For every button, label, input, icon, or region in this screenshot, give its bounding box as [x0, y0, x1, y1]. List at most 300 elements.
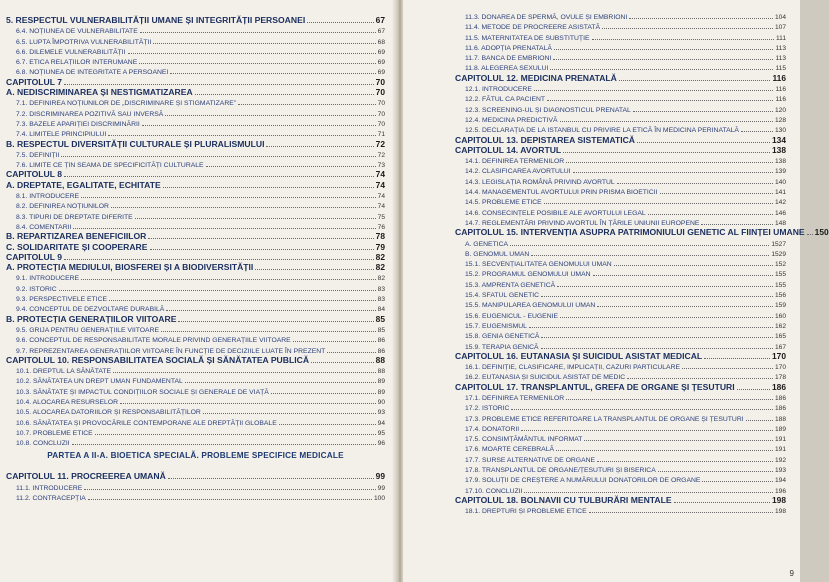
toc-dot-leader [238, 96, 376, 105]
toc-dot-leader [597, 298, 773, 307]
toc-entry-title: CAPITOLUL 7 [6, 76, 63, 87]
toc-section-entry [455, 391, 786, 401]
toc-dot-leader [807, 226, 813, 235]
toc-page-number: 84 [377, 306, 385, 314]
toc-dot-leader [72, 436, 376, 445]
toc-page-number: 67 [377, 28, 385, 36]
toc-entry-title: B. PROTECȚIA GENERAȚIILOR VIITOARE [6, 313, 177, 324]
toc-entry-title: 16.2. EUTANASIA ȘI SUICIDUL ASISTAT DE MEDIC [465, 374, 626, 382]
toc-section-entry [455, 82, 786, 92]
toc-entry-title: 10.2. SĂNĂTATEA UN DREPT UMAN FUNDAMENTAL [16, 378, 183, 386]
toc-dot-leader [563, 144, 770, 153]
toc-page-number: 148 [774, 219, 786, 227]
toc-dot-leader [554, 41, 774, 50]
toc-dot-leader [544, 195, 773, 204]
toc-chapter-entry [455, 494, 786, 504]
toc-page-number: 116 [772, 72, 786, 83]
toc-page-number: 186 [774, 394, 786, 402]
toc-entry-title: 14.4. MANAGEMENTUL AVORTULUI PRIN PRISMA BIOETICII [465, 189, 658, 197]
toc-dot-leader [148, 230, 373, 239]
toc-dot-leader [195, 86, 374, 95]
toc-section-entry [6, 96, 385, 106]
toc-dot-leader [511, 401, 773, 410]
toc-dot-leader [142, 117, 376, 126]
toc-entry-title: 6.4. NOȚIUNEA DE VULNERABILITATE [16, 28, 138, 36]
toc-entry-title: 7.2. DISCRIMINAREA POZITIVĂ SAU INVERSĂ [16, 110, 164, 118]
toc-entry-title: 10.8. CONCLUZII [16, 440, 70, 448]
toc-entry-title: 10.1. DREPTUL LA SĂNĂTATE [16, 368, 112, 376]
toc-entry-title: 11.1. INTRODUCERE [16, 484, 83, 492]
toc-page-number: 165 [774, 333, 786, 341]
toc-entry-title: 6.8. NOȚIUNEA DE INTEGRITATE A PERSOANEI [16, 69, 169, 77]
toc-dot-leader [206, 158, 376, 167]
toc-page-number: 170 [772, 350, 786, 361]
toc-entry-title: 7.3. BAZELE APARIȚIEI DISCRIMINĂRII [16, 120, 140, 128]
toc-section-entry [455, 10, 786, 20]
toc-dot-leader [629, 10, 773, 19]
toc-entry-title: 12.4. MEDICINA PREDICTIVĂ [465, 116, 558, 124]
toc-chapter-entry [6, 470, 385, 480]
toc-entry-title: 15.9. TERAPIA GENICĂ [465, 343, 539, 351]
toc-page-number: 90 [377, 398, 385, 406]
toc-page-number: 111 [775, 34, 786, 42]
toc-page-number: 85 [375, 313, 385, 324]
toc-dot-leader [128, 45, 376, 54]
toc-section-entry [6, 189, 385, 199]
toc-entry-title: 8.2. DEFINIREA NOȚIUNILOR [16, 203, 109, 211]
toc-page-number: 69 [377, 48, 385, 56]
toc-page-number: 67 [375, 15, 385, 25]
toc-dot-leader [140, 24, 376, 33]
toc-entry-title: 15.5. MANIPULAREA GENOMULUI UMAN [465, 302, 596, 310]
toc-entry-title: 7.6. LIMITE CE ȚIN SEAMA DE SPECIFICITĂȚI CULTURALE [16, 162, 204, 170]
toc-entry-title: 9.3. PERSPECTIVELE ETICE [16, 296, 108, 304]
toc-entry-title: A. PROTECȚIA MEDIULUI, BIOSFEREI ȘI A BIODIVERSITĂȚII [6, 262, 254, 273]
toc-page-number: 139 [774, 168, 786, 176]
toc-entry-title: 17.4. DONATORII [465, 425, 520, 433]
toc-entry-title: 14.7. REGLEMENTĂRI PRIVIND AVORTUL ÎN ȚĂRILE UNIUNII EUROPENE [465, 219, 700, 227]
toc-dot-leader [737, 381, 770, 390]
toc-section-entry [6, 364, 385, 374]
toc-list-right [455, 10, 829, 516]
toc-page-number: 72 [375, 138, 385, 149]
toc-entry-title: 7.1. DEFINIREA NOȚIUNILOR DE „DISCRIMINARE ȘI STIGMATIZARE” [16, 100, 237, 108]
toc-entry-title: 11.7. BANCA DE EMBRIONI [465, 55, 552, 63]
toc-page-number: 196 [774, 487, 786, 495]
toc-entry-title: 17.6. MOARTE CEREBRALĂ [465, 446, 555, 454]
toc-dot-leader [573, 164, 773, 173]
toc-entry-title: 17.9. SOLUȚII DE CREȘTERE A NUMĂRULUI DONATORILOR DE ORGANE [465, 477, 701, 485]
toc-page-number: 120 [774, 106, 786, 114]
toc-dot-leader [553, 51, 773, 60]
toc-dot-leader [150, 241, 374, 250]
toc-dot-leader [701, 216, 773, 225]
toc-page-number: 191 [774, 436, 786, 444]
toc-entry-title: 9.1. INTRODUCERE [16, 275, 80, 283]
toc-dot-leader [81, 189, 376, 198]
page-number: 9 [789, 569, 794, 578]
toc-entry-title: 17.8. TRANSPLANTUL DE ORGANE/ȚESUTURI ȘI BISERICA [465, 467, 656, 475]
toc-entry-title: 5. RESPECTUL VULNERABILITĂȚII UMANE ȘI INTEGRITĂȚII PERSOANEI [6, 15, 306, 25]
toc-entry-title: A. DREPTATE, EGALITATE, ECHITATE [6, 179, 161, 190]
toc-page-number: 192 [774, 456, 786, 464]
toc-dot-leader [556, 442, 773, 451]
toc-section-entry [6, 481, 385, 491]
toc-list-left-top [6, 14, 385, 446]
toc-entry-title: B. REPARTIZAREA BENEFICIILOR [6, 231, 147, 242]
toc-page-number: 99 [377, 484, 385, 492]
toc-dot-leader [153, 35, 375, 44]
toc-entry-title: CAPITOLUL 15. INTERVENȚIA ASUPRA PATRIMONIULUI GENETIC AL FIINȚEI UMANE [455, 227, 805, 238]
toc-entry-title: 12.2. FĂTUL CA PACIENT [465, 96, 546, 104]
toc-page-number: 170 [774, 364, 786, 372]
toc-page-number: 88 [377, 368, 385, 376]
toc-entry-title: 10.4. ALOCAREA RESURSELOR [16, 398, 118, 406]
toc-dot-leader [702, 473, 773, 482]
toc-dot-leader [170, 65, 375, 74]
toc-dot-leader [165, 107, 375, 116]
toc-page-number: 198 [774, 508, 786, 516]
toc-page-number: 138 [772, 144, 786, 155]
toc-page-number: 82 [377, 275, 385, 283]
toc-dot-leader [602, 20, 773, 29]
toc-entry-title: CAPITOLUL 13. DEPISTAREA SISTEMATICĂ [455, 134, 636, 145]
toc-page-number: 70 [377, 110, 385, 118]
toc-entry-title: 11.4. METODE DE PROCREERE ASISTATĂ [465, 24, 601, 32]
toc-section-entry [6, 271, 385, 281]
toc-dot-leader [541, 288, 773, 297]
toc-entry-title: 8.4. COMENTARII [16, 223, 72, 231]
toc-chapter-entry [455, 381, 786, 391]
toc-page-number: 178 [774, 374, 786, 382]
toc-dot-leader [307, 14, 373, 23]
toc-section-entry [6, 292, 385, 302]
toc-dot-leader [109, 292, 376, 301]
toc-page-number: 74 [377, 193, 385, 201]
toc-dot-leader [64, 251, 374, 260]
toc-dot-leader [682, 360, 773, 369]
toc-dot-leader [521, 422, 773, 431]
toc-entry-title: CAPITOLUL 12. MEDICINA PRENATALĂ [455, 72, 617, 83]
toc-dot-leader [108, 127, 375, 136]
toc-dot-leader [560, 309, 773, 318]
toc-dot-leader [120, 395, 376, 404]
toc-entry-title: CAPITOLUL 14. AVORTUL [455, 144, 562, 155]
toc-entry-title: 10.7. PROBLEME ETICE [16, 429, 93, 437]
toc-entry-title: 14.2. CLASIFICAREA AVORTULUI [465, 168, 571, 176]
toc-dot-leader [168, 470, 374, 479]
toc-page-number: 83 [377, 296, 385, 304]
toc-dot-leader [81, 271, 376, 280]
toc-dot-leader [163, 179, 374, 188]
toc-page-number: 141 [774, 189, 786, 197]
toc-chapter-entry [6, 241, 385, 251]
toc-dot-leader [139, 55, 375, 64]
toc-page-number: 156 [774, 292, 786, 300]
toc-dot-leader [64, 76, 374, 85]
toc-section-entry [6, 158, 385, 168]
toc-entry-title: 17.3. PROBLEME ETICE REFERITOARE LA TRANSPLANTUL DE ORGANE ȘI ȚESUTURI [465, 415, 744, 423]
toc-chapter-entry [6, 86, 385, 96]
toc-page-number: 95 [377, 429, 385, 437]
toc-entry-title: 17.7. SURSE ALTERNATIVE DE ORGANE [465, 456, 596, 464]
toc-entry-title: 17.1. DEFINIREA TERMENILOR [465, 394, 565, 402]
toc-entry-title: CAPITOLUL 18. BOLNAVII CU TULBURĂRI MENTALE [455, 494, 672, 505]
toc-entry-title: 9.4. CONCEPTUL DE DEZVOLTARE DURABILĂ [16, 306, 165, 314]
toc-dot-leader [741, 123, 773, 132]
toc-dot-leader [560, 113, 773, 122]
toc-entry-title: A. GENETICA [465, 240, 509, 248]
toc-page-number: 99 [375, 471, 385, 482]
toc-dot-leader [592, 31, 774, 40]
toc-chapter-entry [455, 144, 786, 154]
toc-entry-title: 18.1. DREPTURI ȘI PROBLEME ETICE [465, 508, 587, 516]
toc-dot-leader [614, 257, 773, 266]
toc-page-number: 140 [774, 178, 786, 186]
toc-page-number: 96 [377, 440, 385, 448]
toc-entry-title: 14.6. CONSECINȚELE POSIBILE ALE AVORTULUI LEGAL [465, 209, 646, 217]
toc-dot-leader [704, 350, 770, 359]
toc-entry-title: 15.1. SECVENȚIALITATEA GENOMULUI UMAN [465, 261, 612, 269]
toc-page-number: 73 [377, 162, 385, 170]
toc-dot-leader [619, 72, 771, 81]
toc-page-number: 78 [375, 231, 385, 242]
toc-entry-title: 7.5. DEFINIȚII [16, 151, 60, 159]
toc-dot-leader [293, 333, 376, 342]
toc-page-number: 74 [377, 203, 385, 211]
toc-dot-leader [541, 329, 773, 338]
toc-page-number: 74 [375, 179, 385, 190]
toc-entry-title: CAPITOLUL 9 [6, 251, 63, 262]
toc-page-number: 191 [774, 446, 786, 454]
toc-page-number: 72 [377, 151, 385, 159]
toc-dot-leader [593, 267, 773, 276]
toc-page-number: 107 [774, 24, 786, 32]
toc-page-number: 146 [774, 209, 786, 217]
toc-entry-title: 14.1. DEFINIREA TERMENILOR [465, 158, 565, 166]
toc-page-number: 82 [375, 251, 385, 262]
toc-dot-leader [637, 134, 770, 143]
toc-dot-leader [566, 154, 773, 163]
toc-dot-leader [510, 237, 769, 246]
toc-entry-title: 15.7. EUGENISMUL [465, 322, 527, 330]
toc-entry-title: 15.2. PROGRAMUL GENOMULUI UMAN [465, 271, 591, 279]
toc-chapter-entry [6, 251, 385, 261]
toc-entry-title: 15.4. SFATUL GENETIC [465, 292, 540, 300]
toc-dot-leader [627, 370, 773, 379]
toc-entry-title: CAPITOLUL 17. TRANSPLANTUL, GREFA DE ORGANE ȘI ȚESUTURI [455, 381, 735, 392]
toc-entry-title: 14.3. LEGISLAȚIA ROMÂNĂ PRIVIND AVORTUL [465, 178, 615, 186]
toc-dot-leader [327, 344, 375, 353]
toc-page-number: 128 [774, 116, 786, 124]
toc-entry-title: 17.2. ISTORIC [465, 405, 510, 413]
toc-entry-title: 12.1. INTRODUCERE [465, 86, 532, 94]
toc-entry-title: 11.8. ALEGEREA SEXULUI [465, 65, 549, 73]
toc-entry-title: 8.3. TIPURI DE DREPTATE DIFERITE [16, 213, 133, 221]
toc-entry-title: 8.1. INTRODUCERE [16, 193, 80, 201]
toc-entry-title: B. RESPECTUL DIVERSITĂȚII CULTURALE ȘI PLURALISMULUI [6, 138, 265, 149]
toc-dot-leader [633, 103, 773, 112]
toc-page-number: 150 [814, 227, 829, 238]
toc-page-number: 104 [774, 14, 786, 21]
toc-chapter-entry [6, 313, 385, 323]
toc-dot-leader [534, 82, 774, 91]
toc-page-number: 186 [774, 405, 786, 413]
toc-entry-title: CAPITOLUL 8 [6, 169, 63, 180]
toc-section-entry [455, 504, 786, 514]
toc-entry-title: 9.5. GRIJA PENTRU GENERAȚIILE VIITOARE [16, 326, 160, 334]
toc-chapter-entry [6, 14, 385, 24]
toc-dot-leader [311, 354, 374, 363]
toc-page-number: 159 [774, 302, 786, 310]
toc-chapter-entry [455, 226, 829, 238]
toc-dot-leader [271, 385, 376, 394]
toc-dot-leader [111, 199, 376, 208]
toc-entry-title: 9.6. CONCEPTUL DE RESPONSABILITATE MORALE PRIVIND GENERAȚIILE VIITOARE [16, 337, 291, 345]
toc-dot-leader [566, 391, 773, 400]
toc-dot-leader [557, 278, 773, 287]
toc-page-number: 160 [774, 312, 786, 320]
toc-dot-leader [84, 481, 375, 490]
toc-chapter-entry [6, 138, 385, 148]
toc-entry-title: 12.3. SCREENING-UL ȘI DIAGNOSTICUL PRENATAL [465, 106, 631, 114]
toc-page-number: 85 [377, 326, 385, 334]
toc-chapter-entry [6, 354, 385, 364]
toc-dot-leader [584, 432, 773, 441]
toc-page-number: 82 [375, 262, 385, 273]
toc-dot-leader [113, 364, 376, 373]
toc-entry-title: B. GENOMUL UMAN [465, 250, 530, 258]
toc-dot-leader [166, 302, 375, 311]
toc-entry-title: 11.5. MATERNITATEA DE SUBSTITUȚIE [465, 34, 590, 42]
toc-dot-leader [61, 148, 375, 157]
toc-page-number: 70 [375, 87, 385, 98]
toc-entry-title: CAPITOLUL 11. PROCREEREA UMANĂ [6, 471, 166, 482]
toc-entry-title: 6.5. LUPTA ÎMPOTRIVA VULNERABILITĂȚII [16, 38, 152, 46]
toc-entry-title: 11.2. CONTRACEPȚIA [16, 495, 86, 503]
toc-entry-title: 14.5. PROBLEME ETICE [465, 199, 542, 207]
toc-dot-leader [589, 504, 773, 513]
toc-page-number: 152 [774, 261, 786, 269]
toc-dot-leader [660, 185, 773, 194]
right-page [403, 0, 829, 582]
toc-page-number: 100 [373, 495, 385, 503]
toc-chapter-entry [6, 179, 385, 189]
toc-page-number: 186 [772, 381, 786, 392]
toc-entry-title: 16.1. DEFINIȚIE, CLASIFICARE, IMPLICAȚII, CAZURI PARTICULARE [465, 364, 681, 372]
toc-section-entry [6, 282, 385, 292]
toc-page-number: 193 [774, 467, 786, 475]
toc-chapter-entry [6, 230, 385, 240]
toc-page-number: 1527 [771, 240, 786, 248]
toc-entry-title: 6.7. ETICA RELAȚIILOR INTERUMANE [16, 59, 138, 67]
toc-page-number: 68 [377, 38, 385, 46]
toc-dot-leader [203, 405, 376, 414]
toc-entry-title: 10.5. ALOCAREA DATORIILOR ȘI RESPONSABILITĂȚILOR [16, 409, 201, 417]
toc-entry-title: 15.8. GENIA GENETICĂ [465, 333, 540, 341]
toc-entry-title: 7.4. LIMITELE PRINCIPIULUI [16, 131, 107, 139]
toc-page-number: 70 [377, 120, 385, 128]
toc-chapter-entry [455, 72, 786, 82]
toc-section-entry [455, 237, 786, 247]
toc-entry-title: 10.3. SĂNĂTATE ȘI IMPACTUL CONDIȚIILOR SOCIALE ȘI GENERALE DE VIAȚĂ [16, 388, 269, 396]
toc-list-left-bottom [6, 470, 385, 501]
toc-chapter-entry [455, 134, 786, 144]
toc-page-number: 75 [377, 213, 385, 221]
toc-dot-leader [59, 282, 376, 291]
toc-dot-leader [279, 416, 376, 425]
toc-page-number: 69 [377, 69, 385, 77]
toc-page-number: 155 [774, 271, 786, 279]
toc-section-entry [6, 24, 385, 34]
toc-dot-leader [529, 319, 773, 328]
toc-entry-title: CAPITOLUL 10. RESPONSABILITATEA SOCIALĂ ȘI SĂNĂTATEA PUBLICĂ [6, 354, 310, 365]
toc-dot-leader [617, 175, 773, 184]
toc-dot-leader [524, 484, 773, 493]
toc-page-number: 76 [377, 223, 385, 231]
toc-page-number: 86 [377, 347, 385, 355]
toc-dot-leader [135, 210, 376, 219]
toc-dot-leader [658, 463, 773, 472]
toc-chapter-entry [455, 350, 786, 360]
toc-page-number: 115 [775, 65, 786, 73]
toc-page-number: 113 [775, 44, 786, 52]
toc-section-entry [455, 360, 786, 370]
toc-page-number: 194 [774, 477, 786, 485]
toc-entry-title: 9.2. ISTORIC [16, 285, 57, 293]
toc-entry-title: 17.5. CONSIMȚĂMÂNTUL INFORMAT [465, 436, 583, 444]
toc-dot-leader [547, 92, 773, 101]
toc-page-number: 155 [774, 281, 786, 289]
toc-entry-title: 15.6. EUGENICUL - EUGENIE [465, 312, 559, 320]
toc-page-number: 71 [377, 131, 385, 139]
toc-dot-leader [73, 220, 375, 229]
toc-dot-leader [674, 494, 770, 503]
toc-section-entry [6, 148, 385, 158]
toc-dot-leader [178, 313, 373, 322]
toc-dot-leader [531, 247, 769, 256]
toc-page-number: 74 [375, 169, 385, 180]
toc-entry-title: C. SOLIDARITATE ȘI COOPERARE [6, 241, 148, 252]
toc-entry-title: 17.10. CONCLUZII [465, 487, 523, 495]
toc-dot-leader [648, 206, 773, 215]
toc-entry-title: CAPITOLUL 16. EUTANASIA ȘI SUICIDUL ASISTAT MEDICAL [455, 350, 703, 361]
toc-entry-title: 15.3. AMPRENTA GENETICĂ [465, 281, 556, 289]
toc-page-number: 70 [377, 100, 385, 108]
toc-entry-title: A. NEDISCRIMINAREA ȘI NESTIGMATIZAREA [6, 87, 193, 98]
left-page [0, 0, 397, 582]
toc-dot-leader [550, 61, 773, 70]
toc-page-number: 167 [774, 343, 786, 351]
toc-page-number: 198 [772, 494, 786, 505]
toc-entry-title: 11.6. ADOPȚIA PRENATALĂ [465, 44, 552, 52]
toc-page-number: 86 [377, 337, 385, 345]
toc-section-entry [455, 154, 786, 164]
toc-page-number: 70 [375, 76, 385, 87]
toc-page-number: 93 [377, 409, 385, 417]
toc-page-number: 1529 [771, 250, 786, 258]
toc-page-number: 88 [375, 354, 385, 365]
toc-entry-title: 6.6. DILEMELE VULNERABILITĂȚII [16, 48, 126, 56]
toc-entry-title: 10.6. SĂNĂTATEA ȘI PROVOCĂRILE CONTEMPORANE ALE DREPTĂȚII GLOBALE [16, 419, 277, 427]
toc-dot-leader [185, 374, 376, 383]
toc-page-number: 142 [774, 199, 786, 207]
toc-page-number: 116 [775, 86, 786, 94]
toc-dot-leader [746, 412, 773, 421]
toc-page-number: 116 [775, 96, 786, 104]
toc-chapter-entry [6, 261, 385, 271]
toc-dot-leader [541, 340, 773, 349]
